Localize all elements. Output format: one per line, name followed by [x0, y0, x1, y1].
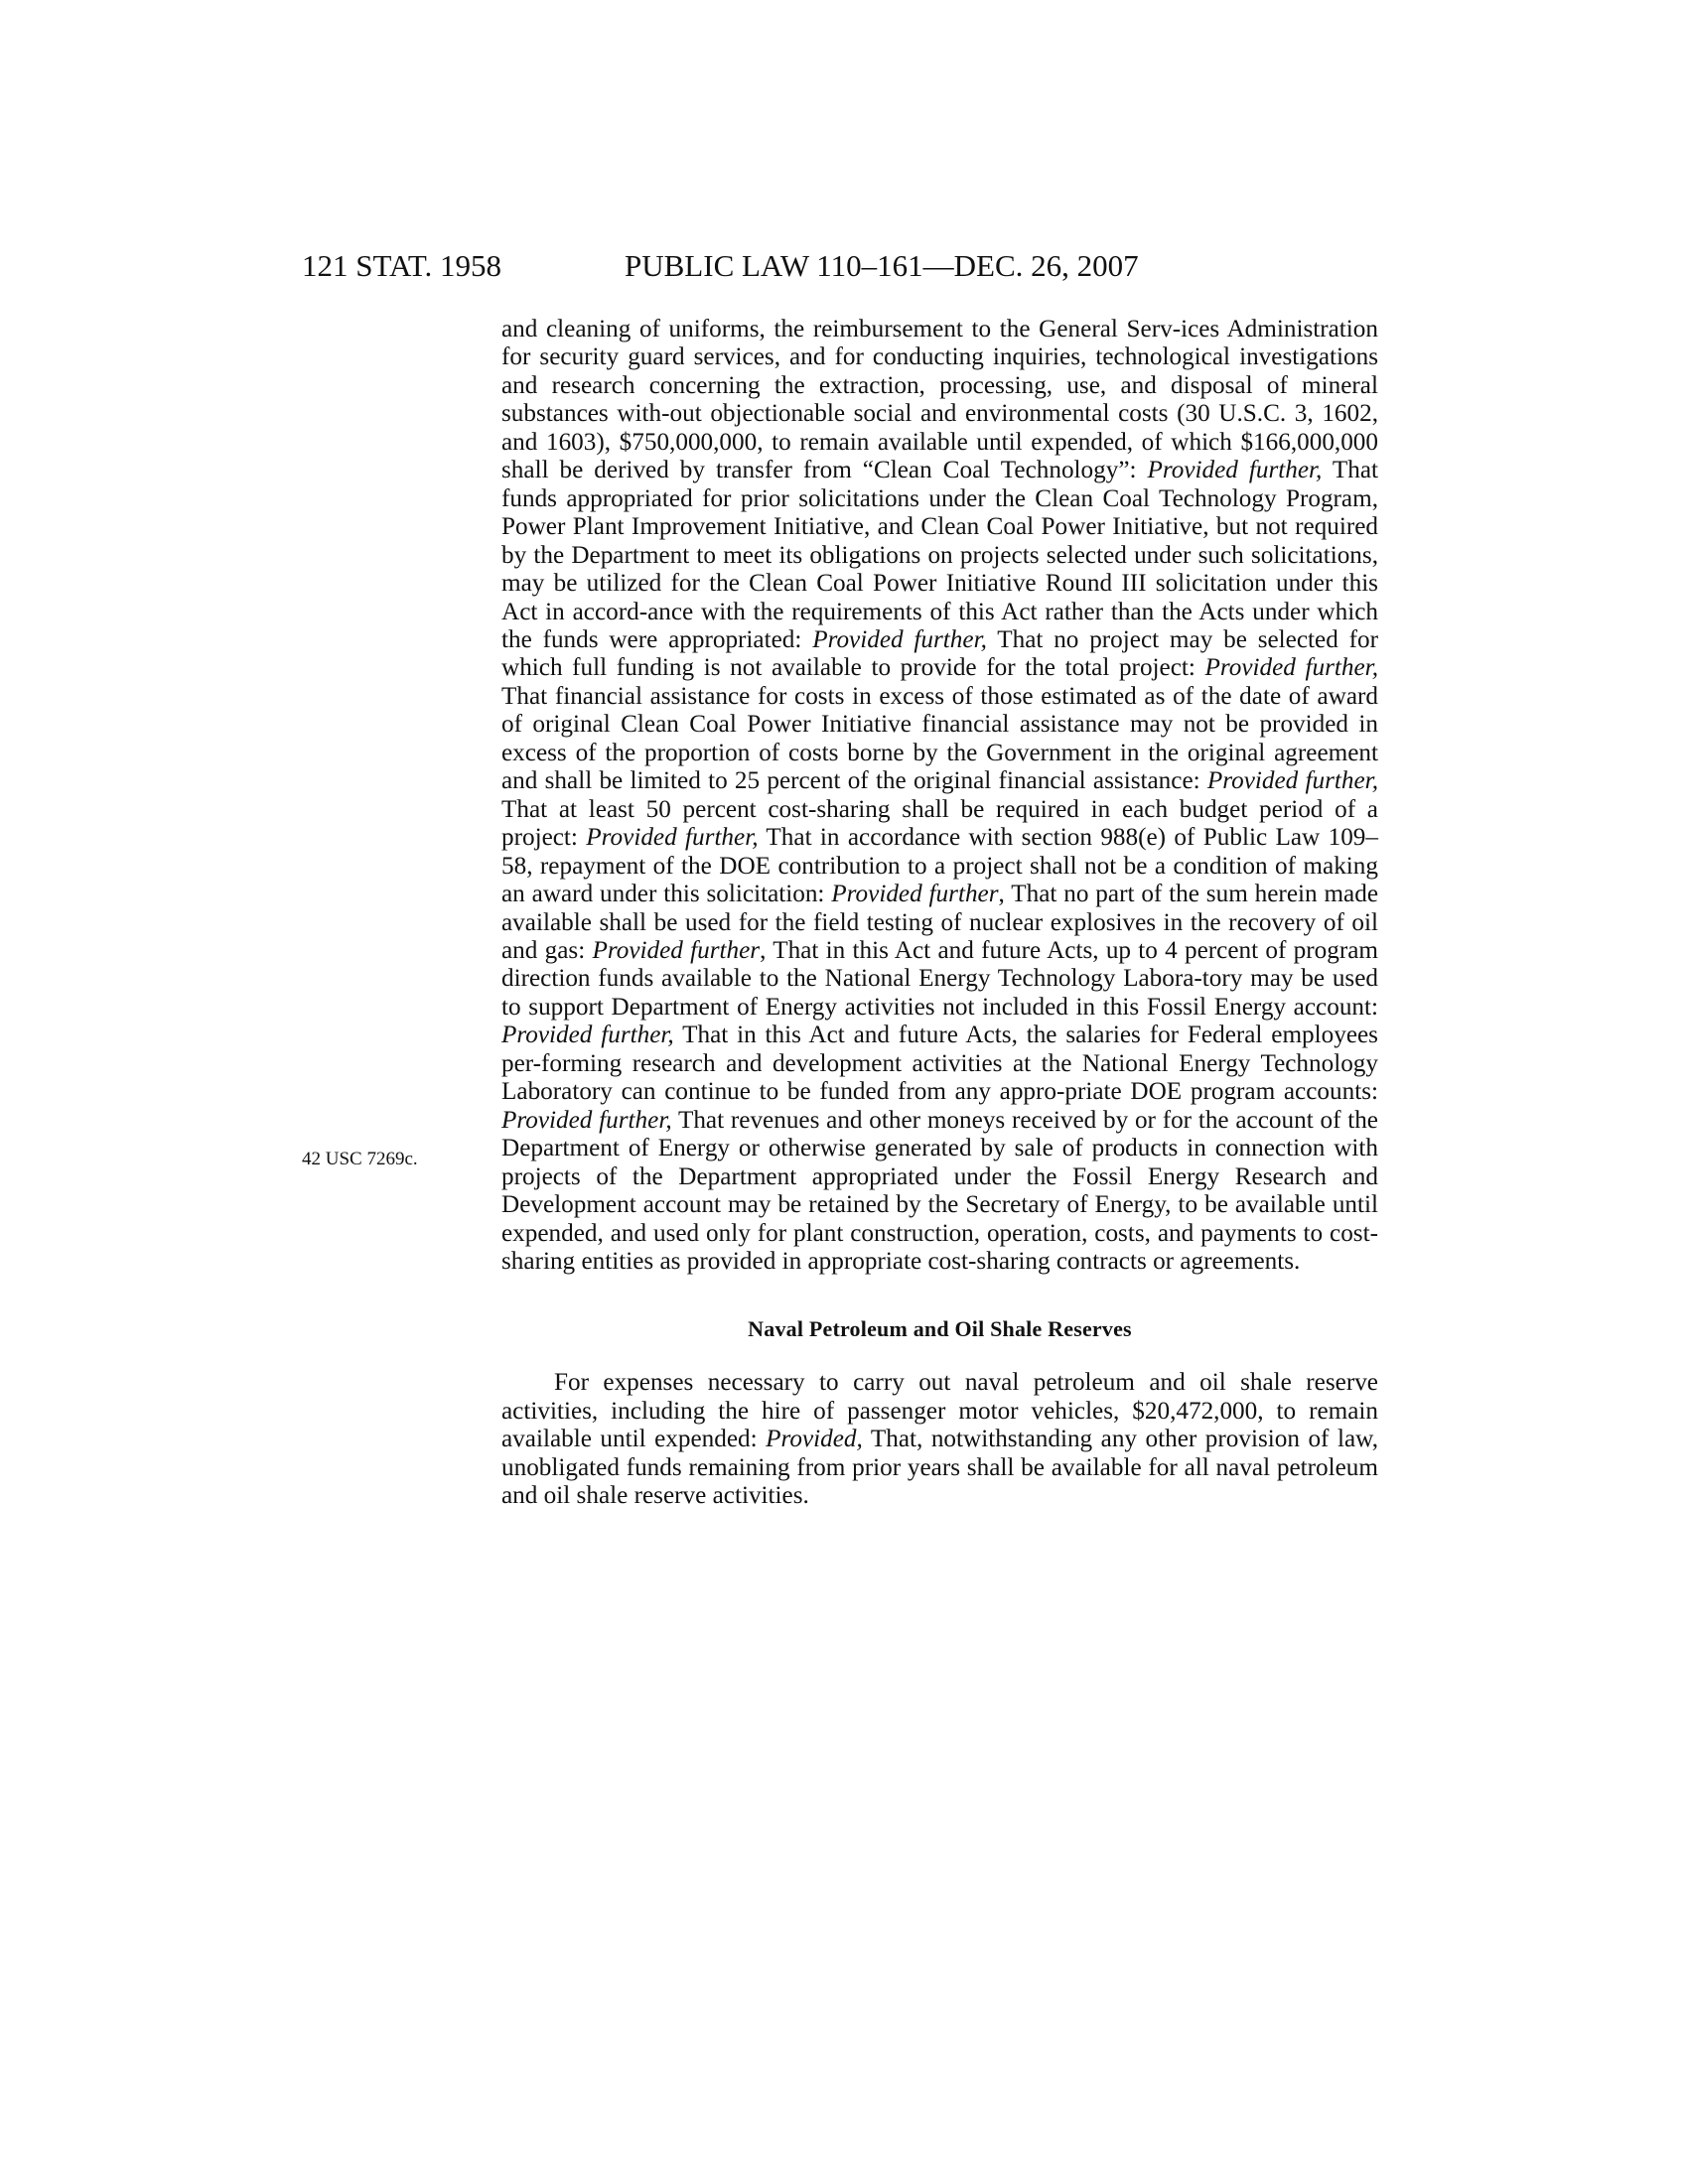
naval-petroleum-paragraph — [501, 1369, 1378, 1510]
provided-further-phrase: Provided further — [831, 881, 999, 908]
text-segment: and cleaning of uniforms, the reimbursement to the General Serv-ices Administration for security guard services, and for conducting inquiries, technological investigations and research concerning the extraction, processing, use, and disposal of mineral substances with-out objectionable social and environmental costs (30 U.S.C. 3, 1602, and 1603), $750,000,000, to remain available until expended, of which $166,000,000 shall be derived by transfer from “Clean Coal Technology”: — [501, 316, 1378, 484]
provided-further-phrase: Provided further, — [1206, 767, 1378, 795]
text-segment: That financial assistance for costs in excess of those estimated as of the date of award of original Clean Coal Power Initiative financial assistance may not be provided in excess of the proportion of costs borne by the Government in the original agreement and shall be limited to 25 percent of the original financial assistance: — [501, 682, 1378, 795]
public-law-citation: PUBLIC LAW 110–161—DEC. 26, 2007 — [625, 248, 1139, 283]
text-segment: , That in this Act and future Acts, up to 4 percent of program direction funds available to the National Energy Technology Labora-tory may be used to support Department of Energy activities not included in this Fossil Energy account: — [501, 936, 1378, 1021]
margin-citation: 42 USC 7269c. — [302, 1149, 418, 1169]
text-segment: That in this Act and future Acts, the salaries for Federal employees per-forming research and development activities at the National Energy Technology Laboratory can continue to be funded from any appro-priate DOE program accounts: — [501, 1022, 1378, 1106]
provided-further-phrase: Provided further, — [586, 824, 759, 852]
provided-phrase: Provided, — [766, 1426, 863, 1453]
provided-further-phrase: Provided further, — [812, 625, 987, 653]
document-body — [501, 316, 1378, 1511]
text-segment: , That no part of the sum herein made available shall be used for the field testing of nuclear explosives in the recovery of oil and gas: — [501, 881, 1379, 964]
text-segment: That in accordance with section 988(e) of Public Law 109–58, repayment of the DOE contribution to a project shall not be a condition of making an award under this solicitation: — [501, 824, 1378, 908]
statute-page-number: 121 STAT. 1958 — [302, 248, 502, 283]
provided-further-phrase: Provided further, — [1204, 654, 1378, 682]
text-segment: That, notwithstanding any other provision of law, unobligated funds remaining from prior years shall be available for all naval petroleum and oil shale reserve activities. — [501, 1426, 1378, 1510]
provided-further-phrase: Provided further, — [1147, 457, 1323, 484]
heading-text: Naval Petroleum and Oil Shale Reserves — [748, 1316, 1132, 1342]
section-heading — [501, 1315, 1378, 1343]
text-segment: That revenues and other moneys received by or for the account of the Department of Energy or otherwise generated by sale of products in connection with projects of the Department appropriated under the Fossil Energy Research and Development account may be retained by the Secretary of Energy, to be available until expended, and used only for plant construction, operation, costs, and payments to cost-sharing entities as provided in appropriate cost-sharing contracts or agreements. — [501, 1106, 1378, 1275]
text-segment: That at least 50 percent cost-sharing shall be required in each budget period of a project: — [501, 795, 1378, 852]
text-segment: That no project may be selected for which full funding is not available to provide for the total project: — [501, 625, 1378, 682]
provided-further-phrase: Provided further, — [501, 1022, 674, 1049]
text-segment: For expenses necessary to carry out naval petroleum and oil shale reserve activities, including the hire of passenger motor vehicles, $20,472,000, to remain available until expended: — [501, 1369, 1378, 1453]
text-segment: That funds appropriated for prior solicitations under the Clean Coal Technology Program, Power Plant Improvement Initiative, and Clean Coal Power Initiative, but not required by the Department to meet its obligations on projects selected under such solicitations, may be utilized for the Clean Coal Power Initiative Round III solicitation under this Act in accord-ance with the requirements of this Act rather than the Acts under which the funds were appropriated: — [501, 457, 1379, 653]
provided-further-phrase: Provided further — [592, 936, 761, 964]
provided-further-phrase: Provided further, — [501, 1106, 672, 1134]
fossil-energy-paragraph — [501, 316, 1378, 1276]
page-header — [302, 246, 1378, 286]
